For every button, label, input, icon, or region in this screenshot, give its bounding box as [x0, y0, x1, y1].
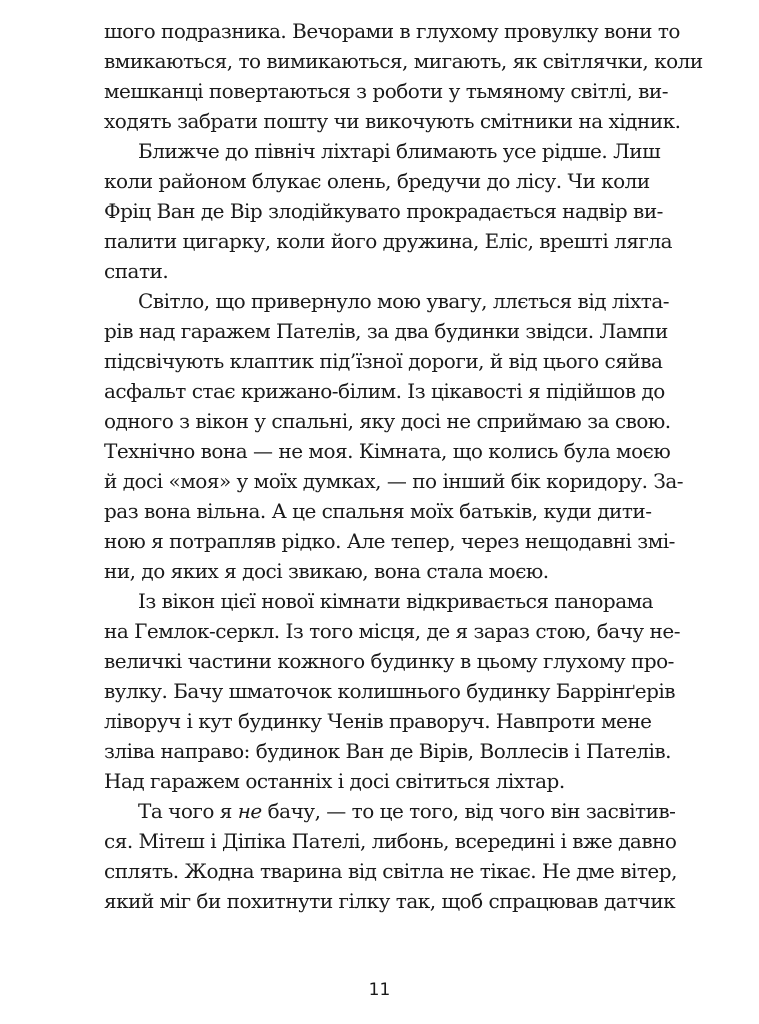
text-line: раз вона вільна. А це спальня моїх батьків, куди дити-	[104, 499, 652, 523]
text-line: Фріц Ван де Вір злодійкувато прокрадається надвір ви-	[104, 199, 663, 223]
text-line: вмикаються, то вимикаються, мигають, як світлячки, коли	[104, 49, 703, 73]
text-line: ни, до яких я досі звикаю, вона стала моєю.	[104, 559, 549, 583]
text-line: Над гаражем останніх і досі світиться ліхтар.	[104, 769, 565, 793]
text-line: ходять забрати пошту чи викочують смітники на хідник.	[104, 109, 681, 133]
text-line: величкі частини кожного будинку в цьому глухому про-	[104, 649, 674, 673]
text-line: сплять. Жодна тварина від світла не тікає. Не дме вітер,	[104, 859, 677, 883]
paragraph	[104, 796, 677, 916]
text-line: зліва направо: будинок Ван де Вірів, Воллесів і Пателів.	[104, 739, 671, 763]
text-line: ліворуч і кут будинку Ченів праворуч. Навпроти мене	[104, 709, 652, 733]
text-line: асфальт стає крижано-білим. Із цікавості я підійшов до	[104, 379, 665, 403]
text-line	[104, 796, 676, 826]
text-line: ною я потрапляв рідко. Але тепер, через нещодавні змі-	[104, 529, 675, 553]
emphasis-text: не	[237, 799, 262, 823]
paragraph	[104, 136, 673, 286]
paragraph	[104, 286, 684, 586]
text-line: Ближче до північ ліхтарі блимають усе рідше. Лиш	[138, 139, 661, 163]
body-text	[104, 16, 703, 916]
text-segment: Та чого я	[138, 799, 238, 823]
text-line: коли районом блукає олень, бредучи до лісу. Чи коли	[104, 169, 650, 193]
text-line: й досі «моя» у моїх думках, — по інший бік коридору. За-	[104, 469, 684, 493]
text-line: палити цигарку, коли його дружина, Еліс, врешті лягла	[104, 229, 673, 253]
text-line: Із вікон цієї нової кімнати відкривається панорама	[138, 589, 654, 613]
text-line: рів над гаражем Пателів, за два будинки звідси. Лампи	[104, 319, 668, 343]
text-line: який міг би похитнути гілку так, щоб спрацював датчик	[104, 889, 676, 913]
page-number: 11	[368, 980, 391, 1000]
text-line: спати.	[104, 259, 169, 283]
text-line: вулку. Бачу шматочок колишнього будинку Баррінґерів	[104, 679, 676, 703]
text-segment: бачу, — то це того, від чого він засвітив-	[261, 799, 676, 823]
text-line: мешканці повертаються з роботи у тьмяному світлі, ви-	[104, 79, 668, 103]
text-line: Світло, що привернуло мою увагу, ллється від ліхта-	[138, 289, 670, 313]
paragraph	[104, 16, 703, 136]
text-line: ся. Мітеш і Діпіка Пателі, либонь, всередині і вже давно	[104, 829, 677, 853]
text-line: на Гемлок-серкл. Із того місця, де я зараз стою, бачу не-	[104, 619, 680, 643]
paragraph	[104, 586, 680, 796]
text-line: одного з вікон у спальні, яку досі не сприймаю за свою.	[104, 409, 671, 433]
text-line: Технічно вона — не моя. Кімната, що колись була моєю	[104, 439, 671, 463]
text-line: підсвічують клаптик під’їзної дороги, й від цього сяйва	[104, 349, 663, 373]
text-line: шого подразника. Вечорами в глухому провулку вони то	[104, 19, 680, 43]
